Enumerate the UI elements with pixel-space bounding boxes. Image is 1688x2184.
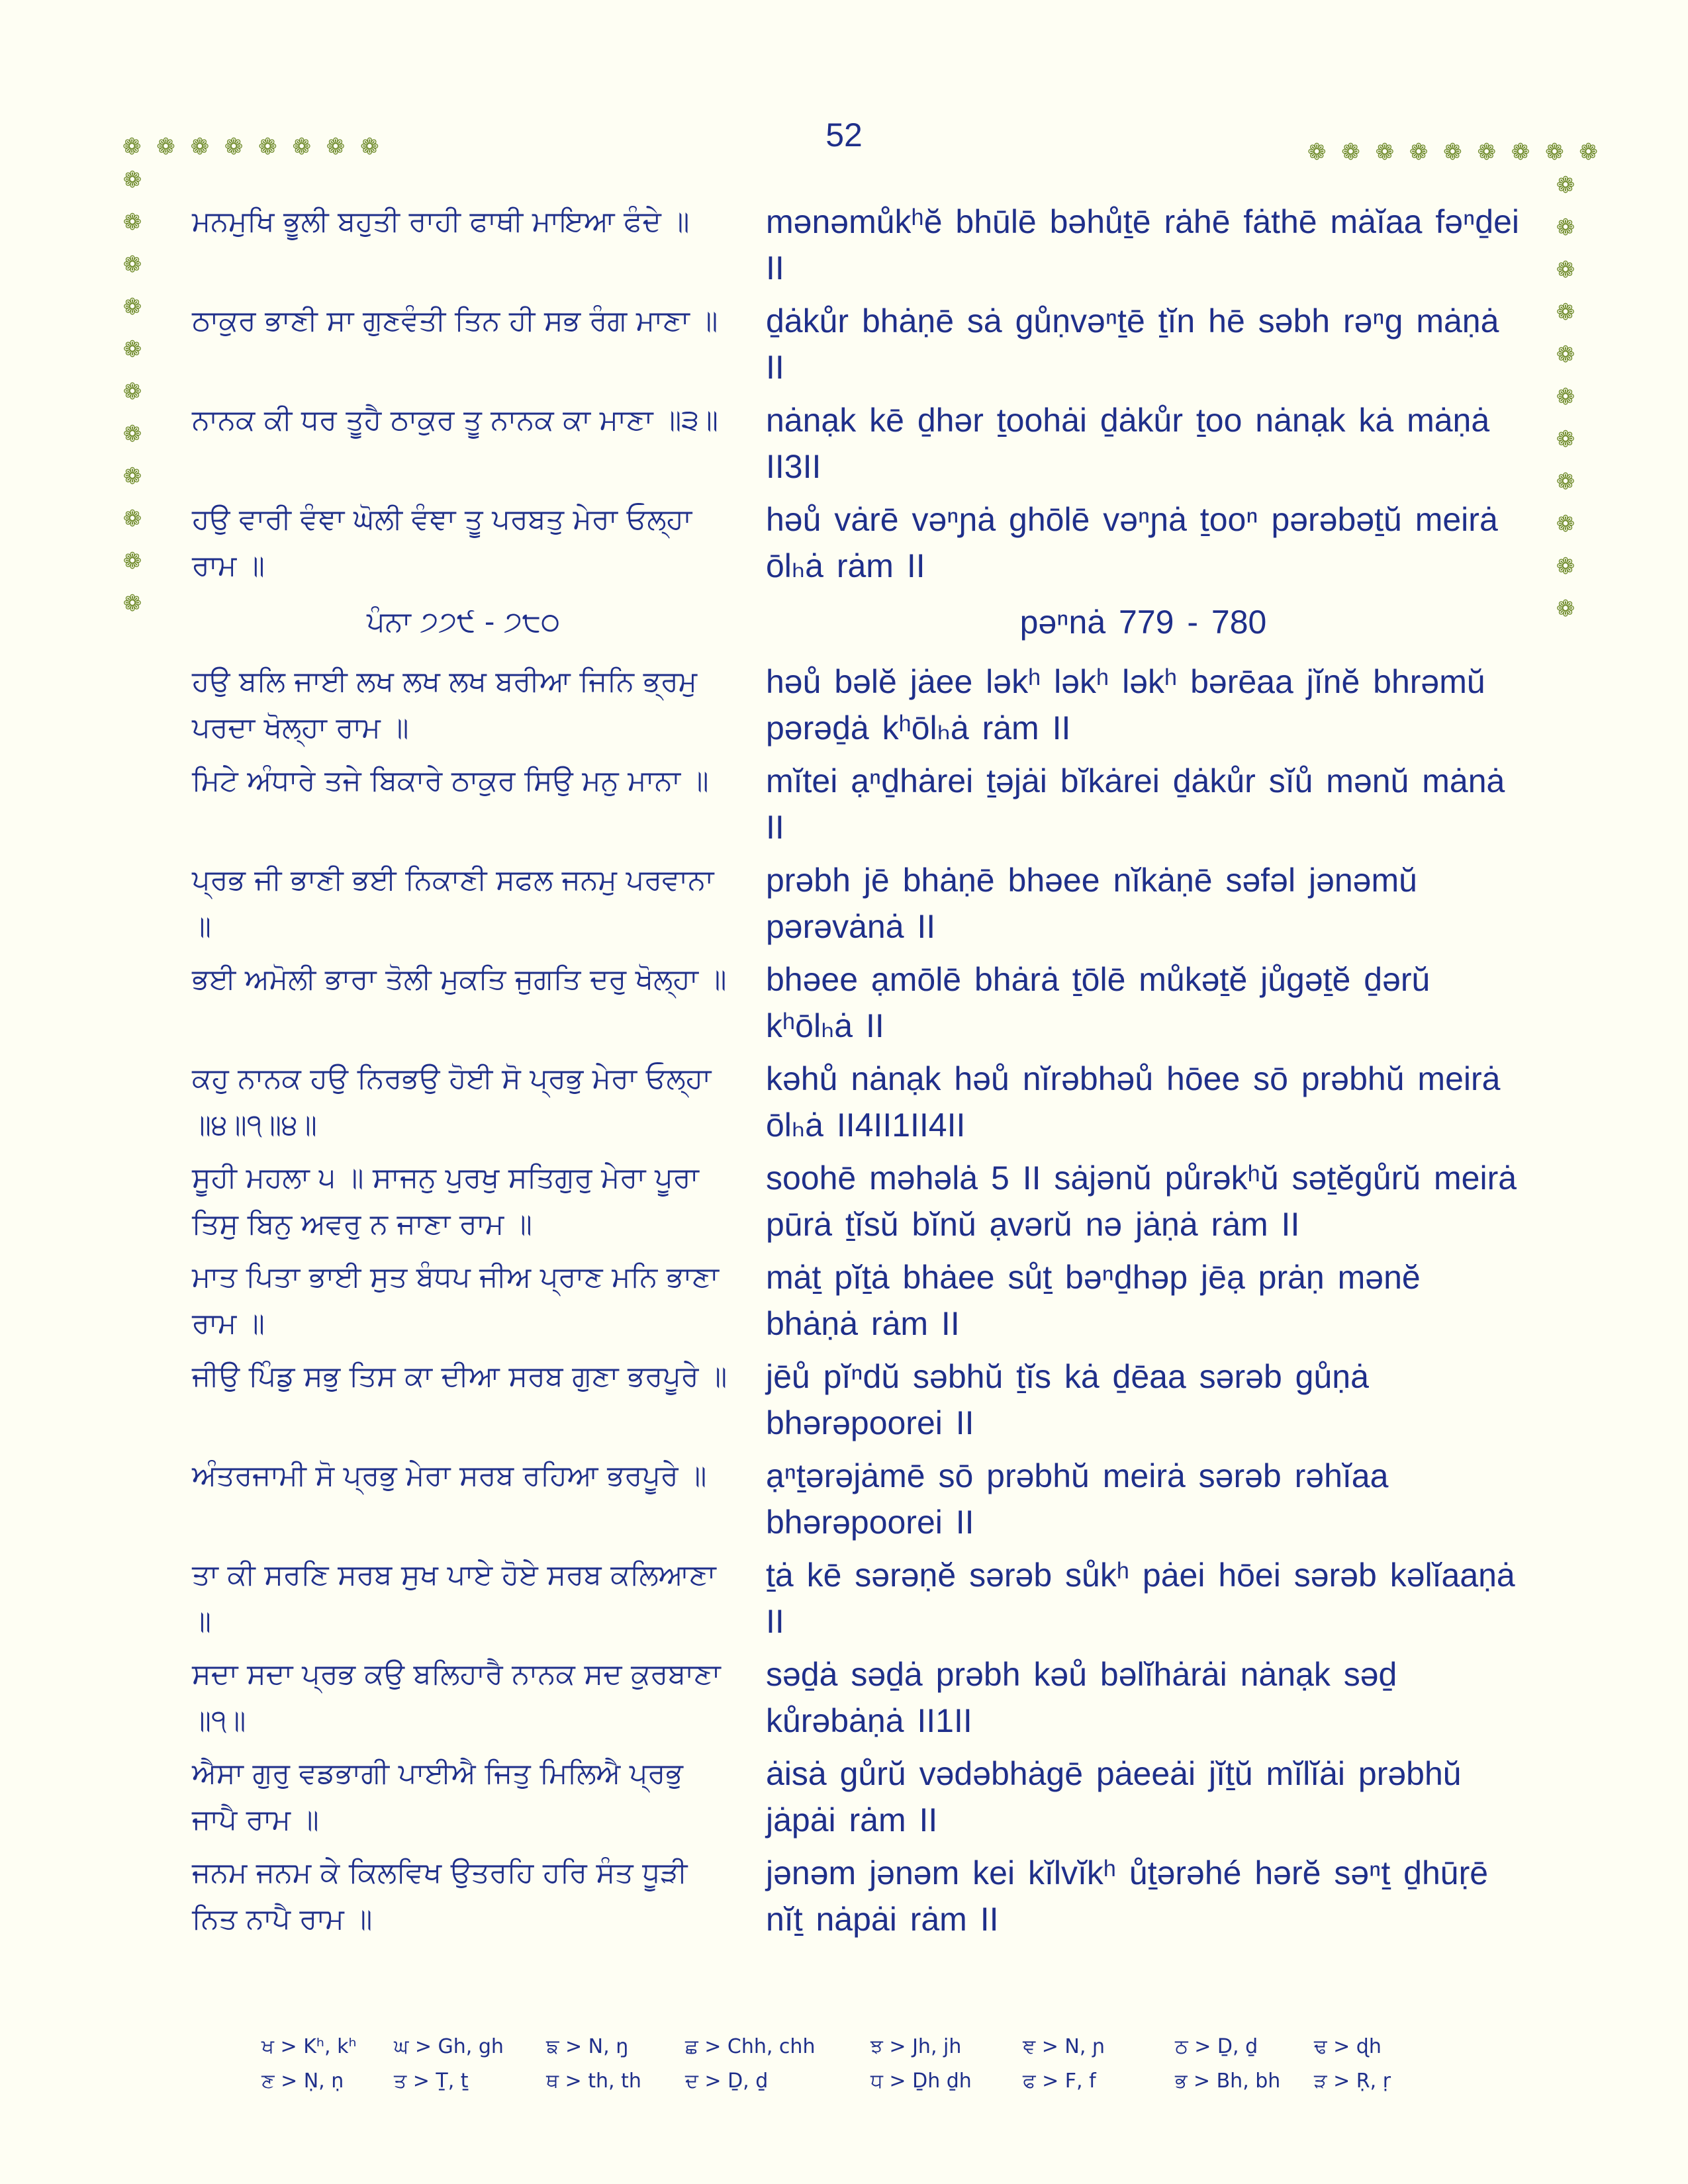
transliteration-text: ṯȧ kē sərəṇĕ sərəb sůkʰ pȧei hōei sərəb kəlĭaaṇȧ II [766,1557,1515,1640]
legend-item: ਠ > Ḏ, ḏ [1175,2035,1258,2058]
gurmukhi-text: ਸੂਹੀ ਮਹਲਾ ੫ ॥ ਸਾਜਨੁ ਪੁਰਖੁ ਸਤਿਗੁਰੁ ਮੇਰਾ ਪੂਰਾ ਤਿਸੁ ਬਿਨੁ ਅਵਰੁ ਨ ਜਾਣਾ ਰਾਮ ॥ [192,1161,699,1241]
legend-item: ਛ > Chh, chh [685,2035,816,2058]
gurmukhi-text: ਤਾ ਕੀ ਸਰਣਿ ਸਰਬ ਸੁਖ ਪਾਏ ਹੋਏ ਸਰਬ ਕਲਿਆਣਾ ॥ [192,1559,716,1638]
gurmukhi-text: ਜਨਮ ਜਨਮ ਕੇ ਕਿਲਵਿਖ ਉਤਰਹਿ ਹਰਿ ਸੰਤ ਧੂੜੀ ਨਿਤ ਨਾਪੈ ਰਾਮ ॥ [192,1856,688,1936]
gurmukhi-text: ਸਦਾ ਸਦਾ ਪ੍ਰਭ ਕਉ ਬਲਿਹਾਰੈ ਨਾਨਕ ਸਦ ਕੁਰਬਾਣਾ ॥੧॥ [192,1658,721,1737]
legend-item: ਘ > Gh, gh [394,2035,504,2058]
gurmukhi-text: ਮਿਟੇ ਅੰਧਾਰੇ ਤਜੇ ਬਿਕਾਰੇ ਠਾਕੁਰ ਸਿਉ ਮਨੁ ਮਾਨਾ ॥ [192,764,709,797]
gurmukhi-text: ਜੀਉ ਪਿੰਡੁ ਸਭੁ ਤਿਸ ਕਾ ਦੀਆ ਸਰਬ ਗੁਣਾ ਭਰਪੂਰੇ ॥ [192,1360,727,1393]
legend-item: ਞ > N, ɲ [1023,2035,1105,2058]
legend-item: ਝ > Jh, jh [870,2035,962,2058]
floral-ornament: ❁ [122,294,142,320]
gurmukhi-text: ਹਉ ਵਾਰੀ ਵੰਞਾ ਘੋਲੀ ਵੰਞਾ ਤੂ ਪਰਬਤੁ ਮੇਰਾ ਓਲ੍ਹਾ ਰਾਮ ॥ [192,503,692,582]
legend-item: ਫ > F, f [1023,2070,1096,2093]
floral-ornament: ❁ [122,167,142,193]
floral-ornament: ❁ [122,506,142,532]
transliteration-text: kəhů nȧnạk həů nĭrəbhəů hōee sō prəbhŭ meirȧ ōlₕȧ II4II1II4II [766,1060,1501,1144]
transliteration-text: bhəee ạmōlē bhȧrȧ ṯōlē můkəṯĕ jůgəṯĕ ḏərŭ kʰōlₕȧ II [766,961,1430,1044]
transliteration-text: jənəm jənəm kei kĭlvĭkʰ ůṯərəhé hərĕ səⁿṯ ḏhūṛē nĭṯ nȧpȧi rȧm II [766,1854,1489,1938]
floral-ornament: ❁ [122,421,142,447]
legend-item: ਣ > Ṇ, ṇ [261,2070,344,2093]
top-left-floral-border: ❁ ❁ ❁ ❁ ❁ ❁ ❁ ❁ [122,134,383,160]
transliteration-text: həů vȧrē vəⁿɲȧ ghōlē vəⁿɲȧ ṯooⁿ pərəbəṯŭ meirȧ ōlₕȧ rȧm II [766,501,1498,584]
gurmukhi-text: ਮਾਤ ਪਿਤਾ ਭਾਈ ਸੁਤ ਬੰਧਪ ਜੀਅ ਪ੍ਰਾਣ ਮਨਿ ਭਾਣਾ ਰਾਮ ॥ [192,1261,719,1340]
transliteration-text: səḏȧ səḏȧ prəbh kəů bəlĭhȧrȧi nȧnạk səḏ kůrəbȧṇȧ II1II [766,1656,1397,1739]
legend-row [261,2070,1391,2096]
legend-item: ਥ > th, th [546,2070,641,2093]
floral-ornament: ❁ [1556,596,1575,622]
floral-ornament: ❁ [122,379,142,405]
floral-ornament: ❁ [122,463,142,490]
transliteration-text: mənəmůkʰĕ bhūlē bəhůṯē rȧhē fȧthē mȧĭaa fəⁿḏei II [766,203,1520,287]
floral-ornament: ❁ [1556,469,1575,495]
floral-ornament: ❁ [1556,214,1575,241]
legend-row [261,2035,1387,2062]
floral-ornament: ❁ [1556,299,1575,326]
legend-item: ੜ > Ṛ, ṛ [1314,2070,1391,2093]
floral-ornament: ❁ [1556,257,1575,283]
floral-ornament: ❁ [1556,553,1575,580]
legend-item: ਤ > Ṯ, ṯ [394,2070,469,2093]
transliteration-text: nȧnạk kē ḏhər ṯoohȧi ḏȧkůr ṯoo nȧnạk kȧ mȧṇȧ II3II [766,402,1490,485]
floral-ornament: ❁ [1556,341,1575,368]
transliteration-text: ḏȧkůr bhȧṇē sȧ gůṇvəⁿṯē ṯĭn hē səbh rəⁿg mȧṇȧ II [766,302,1499,386]
floral-ornament: ❁ [1556,426,1575,453]
gurmukhi-text: ਪੰਨਾ ੭੭੯ - ੭੮੦ [366,606,561,639]
gurmukhi-text: ਠਾਕੁਰ ਭਾਣੀ ਸਾ ਗੁਣਵੰਤੀ ਤਿਨ ਹੀ ਸਭ ਰੰਗ ਮਾਣਾ ॥ [192,304,718,338]
gurmukhi-text: ਹਉ ਬਲਿ ਜਾਈ ਲਖ ਲਖ ਲਖ ਬਰੀਆ ਜਿਨਿ ਭ੍ਰਮੁ ਪਰਦਾ ਖੋਲ੍ਹਾ ਰਾਮ ॥ [192,665,698,745]
gurmukhi-text: ਕਹੁ ਨਾਨਕ ਹਉ ਨਿਰਭਉ ਹੋਈ ਸੋ ਪ੍ਰਭੁ ਮੇਰਾ ਓਲ੍ਹਾ ॥੪॥੧॥੪॥ [192,1062,712,1142]
transliteration-text: mĭtei ạⁿḏhȧrei ṯəjȧi bĭkȧrei ḏȧkůr sĭů mənŭ mȧnȧ II [766,762,1505,846]
floral-ornament: ❁ [1556,511,1575,537]
legend-item: ਖ > Kʰ, kʰ [261,2035,357,2058]
gurmukhi-text: ਅੰਤਰਜਾਮੀ ਸੋ ਪ੍ਰਭੁ ਮੇਰਾ ਸਰਬ ਰਹਿਆ ਭਰਪੂਰੇ ॥ [192,1459,707,1492]
gurmukhi-text: ਨਾਨਕ ਕੀ ਧਰ ਤੂਹੈ ਠਾਕੁਰ ਤੂ ਨਾਨਕ ਕਾ ਮਾਣਾ ॥੩॥ [192,404,718,437]
gurmukhi-text: ਮਨਮੁਖਿ ਭੂਲੀ ਬਹੁਤੀ ਰਾਹੀ ਫਾਥੀ ਮਾਇਆ ਫੰਦੇ ॥ [192,205,690,238]
gurmukhi-text: ਭਈ ਅਮੋਲੀ ਭਾਰਾ ਤੋਲੀ ਮੁਕਤਿ ਜੁਗਤਿ ਦਰੁ ਖੋਲ੍ਹਾ ॥ [192,963,727,996]
floral-ornament: ❁ [122,251,142,278]
legend-item: ਙ > N, ŋ [546,2035,629,2058]
floral-ornament: ❁ [122,590,142,617]
top-right-floral-border: ❁ ❁ ❁ ❁ ❁ ❁ ❁ ❁ ❁ [1307,139,1602,165]
transliteration-text: prəbh jē bhȧṇē bhəee nĭkȧṇē səfəl jənəmŭ pərəvȧnȧ II [766,862,1417,945]
transliteration-text: ȧisȧ gůrŭ vədəbhȧgē pȧeeȧi jĭṯŭ mĭlĭȧi prəbhŭ jȧpȧi rȧm II [766,1755,1462,1839]
gurmukhi-text: ਪ੍ਰਭ ਜੀ ਭਾਣੀ ਭਈ ਨਿਕਾਣੀ ਸਫਲ ਜਨਮੁ ਪਰਵਾਨਾ ॥ [192,864,714,943]
legend-item: ਦ > Ḏ, ḏ [685,2070,769,2093]
transliteration-text: pəⁿnȧ 779 - 780 [1019,604,1267,641]
floral-ornament: ❁ [1556,384,1575,410]
floral-ornament: ❁ [122,336,142,363]
gurmukhi-text: ਐਸਾ ਗੁਰੁ ਵਡਭਾਗੀ ਪਾਈਐ ਜਿਤੁ ਮਿਲਿਐ ਪ੍ਰਭੁ ਜਾਪੈ ਰਾਮ ॥ [192,1757,683,1837]
transliteration-text: mȧṯ pĭṯȧ bhȧee sůṯ bəⁿḏhəp jēạ prȧṇ mənĕ bhȧṇȧ rȧm II [766,1259,1421,1342]
transliteration-text: ạⁿṯərəjȧmē sō prəbhŭ meirȧ sərəb rəhĭaa bhərəpoorei II [766,1457,1389,1541]
transliteration-text: soohē məhəlȧ 5 II sȧjənŭ půrəkʰŭ səṯĕgůrŭ meirȧ pūrȧ ṯĭsŭ bĭnŭ ạvərŭ nə jȧṇȧ rȧm II [766,1160,1517,1243]
right-floral-border [1552,164,1579,630]
legend-item: ਧ > Ḏh ḏh [870,2070,972,2093]
left-floral-border [119,159,146,625]
transliteration-text: həů bəlĕ jȧee ləkʰ ləkʰ ləkʰ bərēaa jĭnĕ bhrəmŭ pərəḏȧ kʰōlₕȧ rȧm II [766,663,1485,747]
legend-item: ਢ > ɖh [1314,2035,1382,2058]
floral-ornament: ❁ [122,548,142,574]
floral-ornament: ❁ [122,209,142,236]
legend-item: ਭ > Bh, bh [1175,2070,1281,2093]
transliteration-text: jēů pĭⁿdŭ səbhŭ ṯĭs kȧ ḏēaa sərəb gůṇȧ bhərəpoorei II [766,1358,1369,1441]
page-number: 52 [825,116,863,154]
floral-ornament: ❁ [1556,172,1575,199]
